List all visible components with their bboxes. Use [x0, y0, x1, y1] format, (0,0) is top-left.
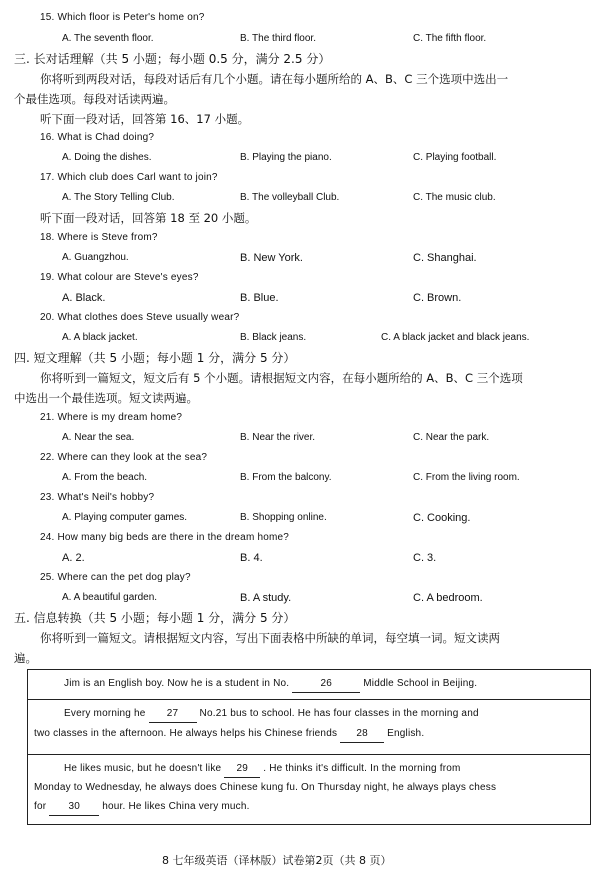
q17-option-c: C. The music club.: [413, 192, 496, 203]
section4-intro-1: 你将听到一篇短文，短文后有 5 个小题。请根据短文内容，在每小题所给的 A、B、C 三个选项: [40, 371, 523, 385]
q19-option-a: A. Black.: [62, 292, 106, 304]
q17-stem: 17. Which club does Carl want to join?: [40, 172, 218, 183]
q22-option-b: B. From the balcony.: [240, 472, 332, 483]
q18-option-c: C. Shanghai.: [413, 252, 477, 264]
q25-stem: 25. Where can the pet dog play?: [40, 572, 191, 583]
q24-option-c: C. 3.: [413, 552, 437, 564]
info-table: [27, 669, 591, 825]
section3-heading: 三. 长对话理解（共 5 小题；每小题 0.5 分，满分 2.5 分）: [14, 52, 331, 66]
q19-stem: 19. What colour are Steve's eyes?: [40, 272, 199, 283]
section4-heading: 四. 短文理解（共 5 小题；每小题 1 分，满分 5 分）: [14, 351, 296, 365]
q16-stem: 16. What is Chad doing?: [40, 132, 155, 143]
q23-option-a: A. Playing computer games.: [62, 512, 188, 523]
section5-intro-1: 你将听到一篇短文。请根据短文内容，写出下面表格中所缺的单词，每空填一词。短文读两: [40, 631, 500, 645]
section3-listen-1: 听下面一段对话，回答第 16、17 小题。: [40, 112, 250, 126]
q19-option-b: B. Blue.: [240, 292, 279, 304]
q25-option-b: B. A study.: [240, 592, 292, 604]
q19-option-c: C. Brown.: [413, 292, 462, 304]
q25-option-c: C. A bedroom.: [413, 592, 483, 604]
row3-line-3-pre: for: [34, 801, 47, 812]
q23-option-b: B. Shopping online.: [240, 512, 327, 523]
q24-option-b: B. 4.: [240, 552, 263, 564]
q21-option-a: A. Near the sea.: [62, 432, 135, 443]
row2-line-2-post: English.: [387, 728, 425, 739]
q24-option-a: A. 2.: [62, 552, 85, 564]
q20-option-a: A. A black jacket.: [62, 332, 138, 343]
row3-line-1: [64, 761, 461, 778]
q15-option-b: B. The third floor.: [240, 33, 316, 44]
q18-stem: 18. Where is Steve from?: [40, 232, 158, 243]
q21-stem: 21. Where is my dream home?: [40, 412, 183, 423]
q24-stem: 24. How many big beds are there in the dream home?: [40, 532, 290, 543]
q17-option-b: B. The volleyball Club.: [240, 192, 340, 203]
q20-stem: 20. What clothes does Steve usually wear?: [40, 312, 240, 323]
section3-intro-1: 你将听到两段对话，每段对话后有几个小题。请在每小题所给的 A、B、C 三个选项中选出一: [40, 72, 509, 86]
section3-intro-2: 个最佳选项。每段对话读两遍。: [14, 92, 175, 106]
q16-option-c: C. Playing football.: [413, 152, 497, 163]
row2-line-1-pre: Every morning he: [64, 708, 146, 719]
q16-option-b: B. Playing the piano.: [240, 152, 332, 163]
row2-line-2-pre: two classes in the afternoon. He always helps his Chinese friends: [34, 728, 338, 739]
row3-line-2: Monday to Wednesday, he always does Chinese kung fu. On Thursday night, he always plays chess: [34, 782, 497, 793]
row3-line-1-post: . He thinks it's difficult. In the morning from: [263, 763, 461, 774]
q18-option-b: B. New York.: [240, 252, 303, 264]
row2-line-1-post: No.21 bus to school. He has four classes in the morning and: [199, 708, 479, 719]
q22-option-c: C. From the living room.: [413, 472, 520, 483]
q16-option-a: A. Doing the dishes.: [62, 152, 152, 163]
row1-text-post: Middle School in Beijing.: [363, 678, 478, 689]
q22-option-a: A. From the beach.: [62, 472, 148, 483]
q15-option-a: A. The seventh floor.: [62, 33, 154, 44]
info-table-row-1: [28, 670, 590, 700]
q25-option-a: A. A beautiful garden.: [62, 592, 158, 603]
q21-option-b: B. Near the river.: [240, 432, 316, 443]
row3-line-3: [34, 799, 250, 816]
q18-option-a: A. Guangzhou.: [62, 252, 129, 263]
q15-stem: 15. Which floor is Peter's home on?: [40, 12, 205, 23]
q20-option-b: B. Black jeans.: [240, 332, 307, 343]
blank-29[interactable]: 29: [224, 761, 260, 778]
row1-text-pre: Jim is an English boy. Now he is a student in No.: [64, 678, 290, 689]
q20-option-c: C. A black jacket and black jeans.: [381, 332, 530, 343]
section5-intro-2: 遍。: [14, 651, 37, 665]
section5-heading: 五. 信息转换（共 5 小题；每小题 1 分，满分 5 分）: [14, 611, 296, 625]
q17-option-a: A. The Story Telling Club.: [62, 192, 175, 203]
row3-line-1-pre: He likes music, but he doesn't like: [64, 763, 222, 774]
q23-stem: 23. What's Neil's hobby?: [40, 492, 155, 503]
q23-option-c: C. Cooking.: [413, 512, 471, 524]
section3-listen-2: 听下面一段对话，回答第 18 至 20 小题。: [40, 211, 257, 225]
row2-line-1: [64, 706, 479, 723]
blank-30[interactable]: 30: [49, 799, 99, 816]
page-footer: 8 七年级英语（译林版）试卷第2页（共 8 页）: [162, 854, 392, 867]
section4-intro-2: 中选出一个最佳选项。短文读两遍。: [14, 391, 198, 405]
row3-line-3-post: hour. He likes China very much.: [102, 801, 250, 812]
blank-26[interactable]: 26: [292, 676, 360, 693]
row1-text: [64, 676, 477, 693]
blank-28[interactable]: 28: [340, 726, 384, 743]
q22-stem: 22. Where can they look at the sea?: [40, 452, 208, 463]
row2-line-2: [34, 726, 424, 743]
info-table-row-3: [28, 755, 590, 824]
q21-option-c: C. Near the park.: [413, 432, 490, 443]
blank-27[interactable]: 27: [149, 706, 197, 723]
q15-option-c: C. The fifth floor.: [413, 33, 487, 44]
info-table-row-2: [28, 700, 590, 755]
